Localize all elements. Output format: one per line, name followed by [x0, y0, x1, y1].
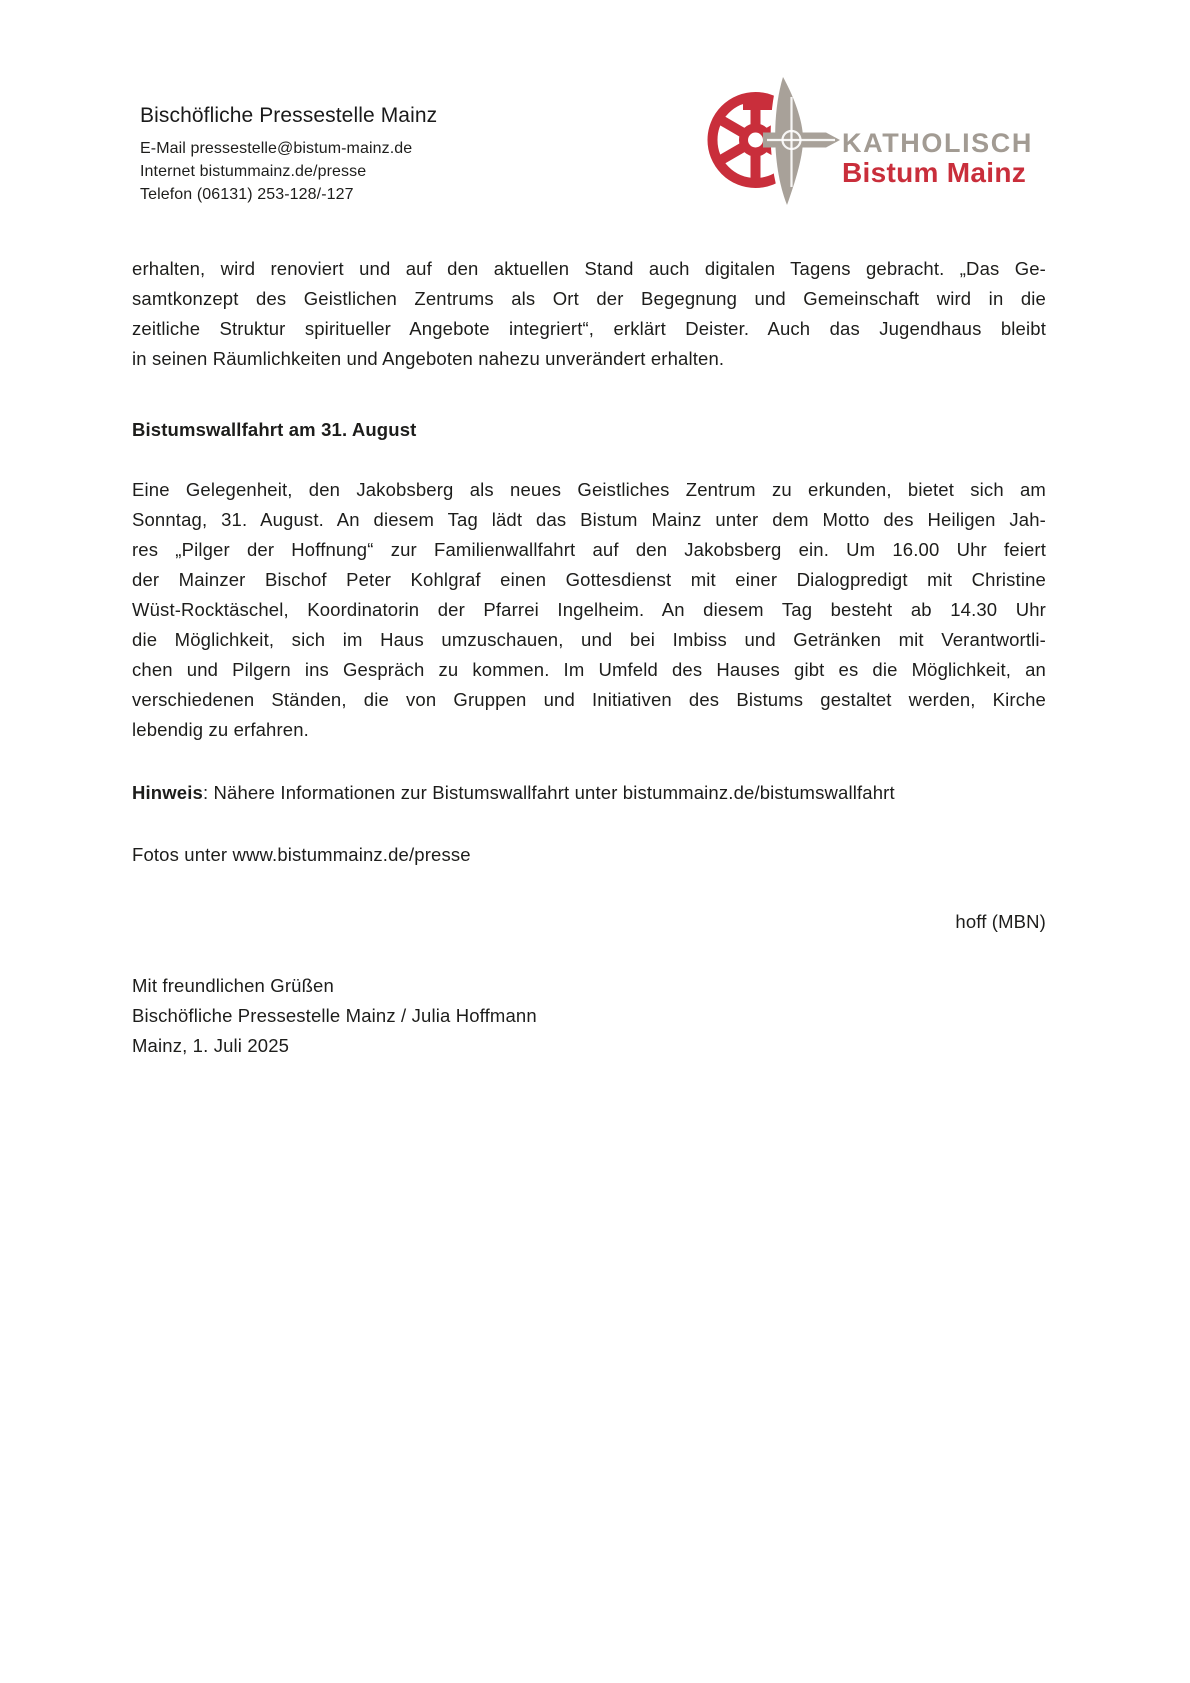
author-sign-off: hoff (MBN) — [955, 911, 1046, 932]
paragraph-line: Eine Gelegenheit, den Jakobsberg als neues Geistliches Zentrum zu erkunden, bietet sich am — [132, 479, 1046, 500]
closing-line: Mit freundlichen Grüßen — [132, 975, 334, 996]
section-heading-bistumswallfahrt: Bistumswallfahrt am 31. August — [132, 419, 417, 440]
paragraph-line: zeitliche Struktur spiritueller Angebote integriert“, erklärt Deister. Auch das Jugendhaus bleibt — [132, 318, 1046, 339]
contact-line: E-Mail pressestelle@bistum-mainz.de — [140, 140, 413, 157]
sender-contact-lines — [140, 137, 437, 206]
paragraph-line: res „Pilger der Hoffnung“ zur Familienwallfahrt auf den Jakobsberg ein. Um 16.00 Uhr feiert — [132, 539, 1046, 560]
paragraph-line: verschiedenen Ständen, die von Gruppen und Initiativen des Bistums gestaltet werden, Kirche — [132, 689, 1046, 710]
fotos-line: Fotos unter www.bistummainz.de/presse — [132, 844, 471, 865]
paragraph-line: in seinen Räumlichkeiten und Angeboten nahezu unverändert erhalten. — [132, 348, 725, 369]
bistum-mainz-logo — [703, 74, 1051, 208]
closing-signature-block — [132, 971, 1046, 1061]
contact-line: Telefon (06131) 253-128/-127 — [140, 186, 354, 203]
paragraph-line: Wüst-Rocktäschel, Koordinatorin der Pfarrei Ingelheim. An diesem Tag besteht ab 14.30 Uhr — [132, 599, 1046, 620]
brand-katholisch-label: KATHOLISCH — [842, 128, 1033, 158]
closing-line: Bischöfliche Pressestelle Mainz / Julia Hoffmann — [132, 1005, 537, 1026]
paragraph-line: chen und Pilgern ins Gespräch zu kommen. Im Umfeld des Hauses gibt es die Möglichkeit, an — [132, 659, 1046, 680]
sender-title: Bischöfliche Pressestelle Mainz — [140, 104, 438, 127]
paragraph-line: erhalten, wird renoviert und auf den aktuellen Stand auch digitalen Tagens gebracht. „Das Ge- — [132, 258, 1046, 279]
paragraph-line: der Mainzer Bischof Peter Kohlgraf einen Gottesdienst mit einer Dialogpredigt mit Christine — [132, 569, 1046, 590]
hinweis-text: : Nähere Informationen zur Bistumswallfahrt unter bistummainz.de/bistumswallfahrt — [202, 782, 895, 803]
paragraph-renovation — [132, 254, 1046, 374]
paragraph-line: lebendig zu erfahren. — [132, 719, 309, 740]
paragraph-wallfahrt-details — [132, 475, 1046, 745]
paragraph-line: die Möglichkeit, sich im Haus umzuschauen, und bei Imbiss und Getränken mit Verantwortli- — [132, 629, 1046, 650]
closing-line: Mainz, 1. Juli 2025 — [132, 1035, 290, 1056]
sender-block — [140, 104, 437, 206]
contact-line: Internet bistummainz.de/presse — [140, 163, 367, 180]
hinweis-label: Hinweis — [132, 782, 203, 803]
paragraph-line: samtkonzept des Geistlichen Zentrums als Ort der Begegnung und Gemeinschaft wird in die — [132, 288, 1046, 309]
hinweis-note — [132, 778, 1046, 808]
brand-bistum-mainz-label: Bistum Mainz — [842, 157, 1027, 188]
paragraph-line: Sonntag, 31. August. An diesem Tag lädt das Bistum Mainz unter dem Motto des Heiligen Jah- — [132, 509, 1046, 530]
cross-blade-icon — [763, 77, 840, 205]
